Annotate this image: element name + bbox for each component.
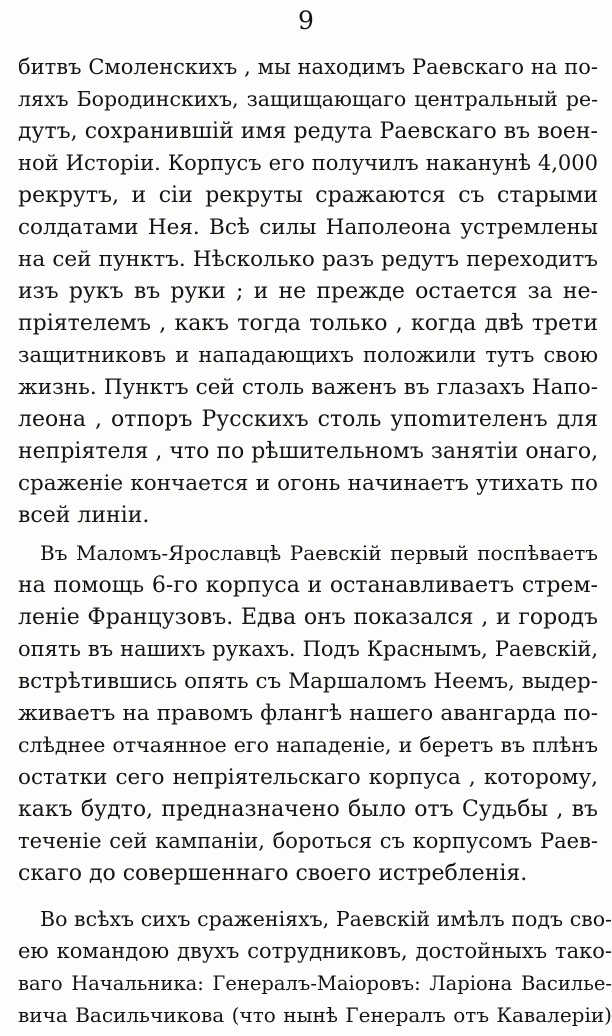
text-line: битвъ Смоленскихъ , мы находимъ Раевскаго на по- [18, 55, 598, 79]
text-line: леніе Французовъ. Едва онъ показался , и городъ [18, 605, 598, 630]
text-line: защитниковъ и нападающихъ положили тутъ свою [18, 343, 598, 367]
text-line: встрѣтившись опять съ Маршаломъ Неемъ, выдер- [18, 669, 598, 694]
text-line: ляхъ Бородинскихъ, защищающаго центральный ре- [18, 87, 598, 111]
text-line: опять въ нашихъ рукахъ. Подъ Краснымъ, Раевскій, [18, 637, 598, 661]
page-number: 9 [298, 6, 314, 35]
text-line: жизнь. Пунктъ сей столь важенъ въ глазахъ Напо- [18, 375, 598, 400]
text-line: непріятеля , что по рѣшительномъ занятіи онаго, [18, 439, 598, 464]
text-line: остатки сего непріятельскаго корпуса , которому, [18, 765, 598, 790]
text-line: рекрутъ, и сіи рекруты сражаются съ старыми [18, 183, 598, 208]
text-line: теченіе сей кампаніи, бороться съ корпусомъ Раев- [18, 829, 598, 853]
text-line: всей линіи. [18, 503, 150, 528]
text-line: ной Исторіи. Корпусъ его получилъ наканунѣ 4,000 [18, 151, 598, 175]
text-line: Во всѣхъ сихъ сраженіяхъ, Раевскій имѣлъ подъ сво- [40, 907, 612, 931]
text-line: слѣднее отчаянное его нападеніе, и беретъ въ плѣнъ [18, 733, 598, 757]
text-line: пріятелемъ , какъ тогда только , когда двѣ трети [18, 311, 598, 336]
text-line: скаго до совершеннаго своего истребленія. [18, 861, 528, 886]
text-line: изъ рукъ въ руки ; и не прежде остается за не- [18, 279, 598, 304]
text-line: живаетъ на правомъ флангѣ нашего авангарда по- [18, 701, 598, 726]
text-line: солдатами Нея. Всѣ силы Наполеона устремлены [18, 215, 598, 240]
text-line: вича Васильчикова (что нынѣ Генералъ отъ Кавалеріи) [18, 1003, 612, 1027]
text-line: дутъ, сохранившій имя редута Раевскаго въ воен- [18, 119, 598, 144]
text-line: на помощь 6-го корпуса и останавливаетъ стрем- [18, 573, 598, 598]
text-line: сраженіе кончается и огонь начинаетъ утихать по [18, 471, 598, 496]
text-line: ваго Начальника: Генералъ-Маіоровъ: Ларіона Василье- [18, 972, 612, 995]
text-line: леона , отпоръ Русскихъ столь упоmителенъ для [18, 407, 598, 432]
text-line: ею командою двухъ сотрудниковъ, достойныхъ тако- [18, 939, 612, 963]
text-line: какъ будто, предназначено было отъ Судьбы , въ [18, 797, 598, 822]
text-line: Въ Маломъ-Ярославцѣ Раевскій первый поспѣваетъ [40, 541, 598, 565]
text-line: на сей пунктъ. Нѣсколько разъ редутъ переходитъ [18, 247, 598, 272]
